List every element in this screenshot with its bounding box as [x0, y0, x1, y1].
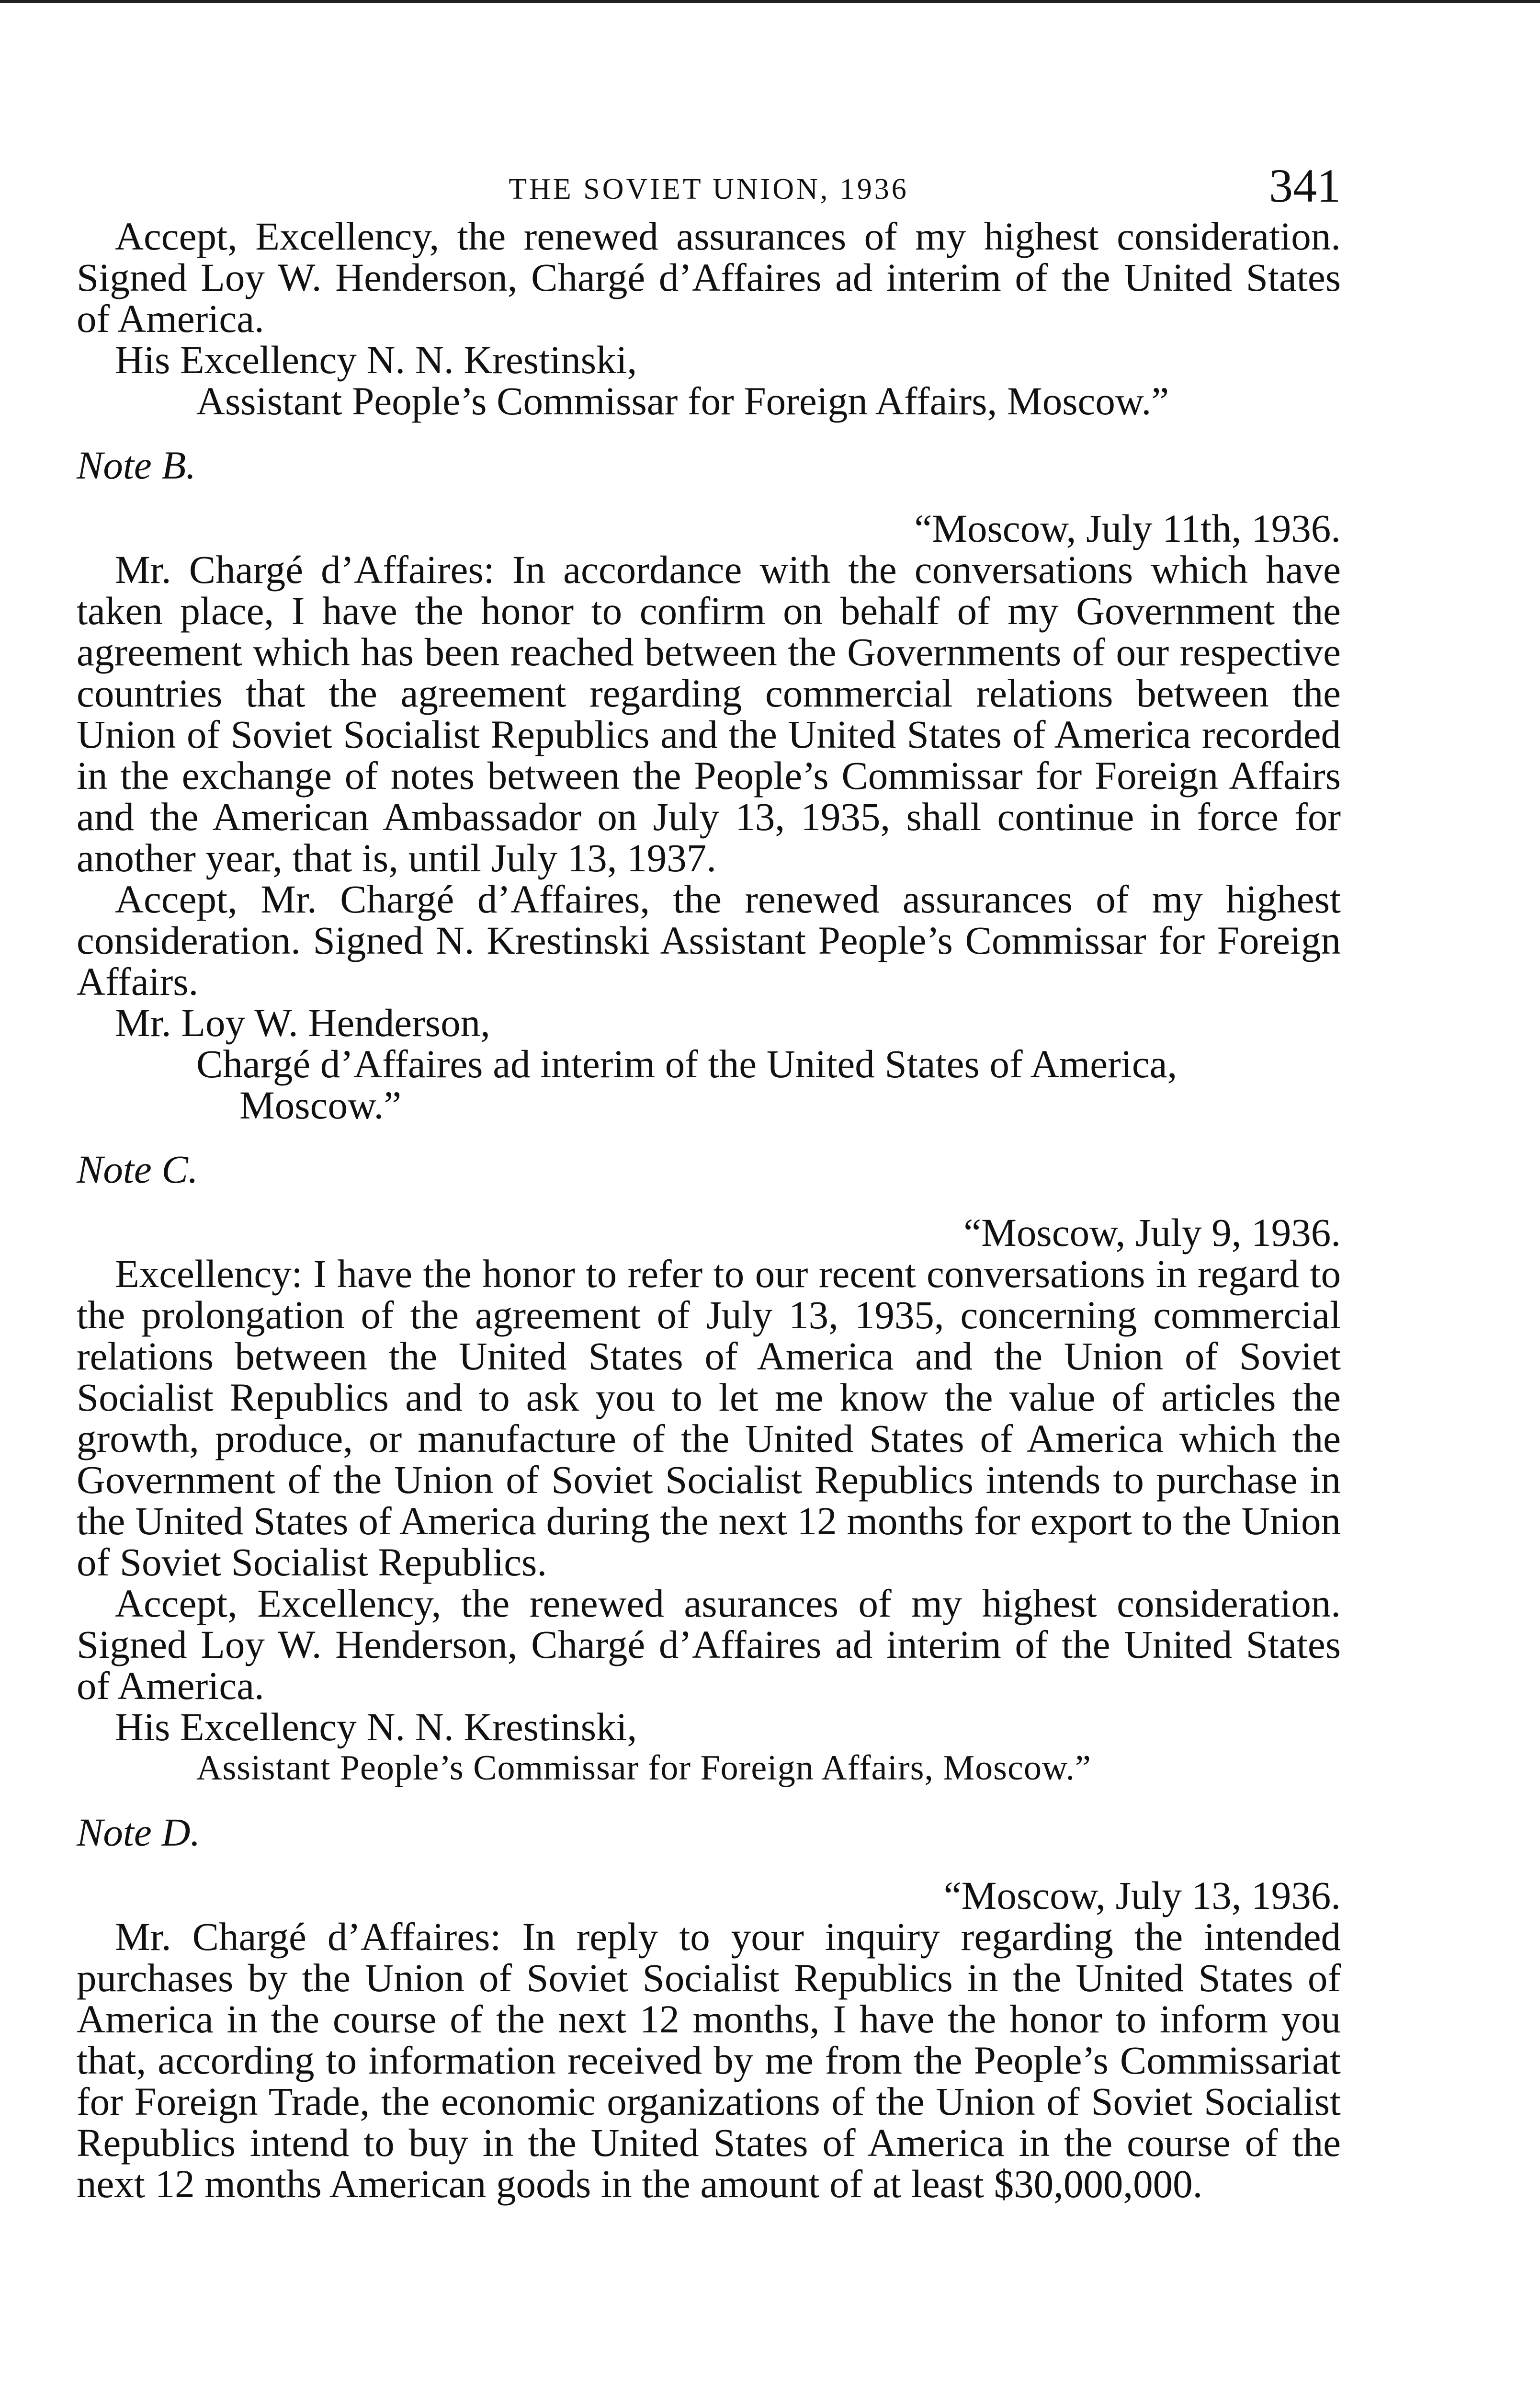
dateline: “Moscow, July 11th, 1936.: [914, 506, 1341, 550]
body-paragraph: Excellency: I have the honor to refer to our recent conversations in regard to the prolongation of the agreement of July 13, 1935, concerning commercial relations between the United States of America and the Union of Soviet Socialist Republics and to ask you to let me know the value of articles the growth, produce, or manufacture of the United States of America which the Government of the Union of Soviet Socialist Republics intends to purchase in the United States of America during the next 12 months for export to the Union of Soviet Socialist Republics.: [77, 1252, 1341, 1584]
note-heading: Note B.: [77, 443, 196, 487]
page-top-rule: [0, 0, 1540, 3]
running-head: [77, 158, 1341, 216]
note-heading: Note D.: [77, 1810, 201, 1854]
note-c: [77, 1149, 1341, 1789]
addressee-title: Assistant People’s Commissar for Foreign Affairs, Moscow.”: [196, 1748, 1091, 1788]
addressee-title: Chargé d’Affaires ad interim of the United States of America,: [196, 1042, 1178, 1086]
page-number: 341: [1269, 159, 1341, 212]
running-title: THE SOVIET UNION, 1936: [509, 173, 909, 205]
note-d: [77, 1812, 1341, 2204]
addressee-city: Moscow.”: [239, 1083, 402, 1127]
closing-paragraph: Accept, Excellency, the renewed asurances of my highest consideration. Signed Loy W. Henderson, Chargé d’Affaires ad interim of the United States of America.: [77, 1581, 1341, 1708]
body-paragraph: Mr. Chargé d’Affaires: In reply to your inquiry regarding the intended purchases by the Union of Soviet Socialist Republics in the United States of America in the course of the next 12 months, I have the honor to inform you that, according to information received by me from the People’s Commissariat for Foreign Trade, the economic organizations of the Union of Soviet Socialist Republics intend to buy in the United States of America in the course of the next 12 months American goods in the amount of at least $30,000,000.: [77, 1915, 1341, 2206]
note-heading: Note C.: [77, 1147, 198, 1191]
closing-paragraph: Accept, Excellency, the renewed assurances of my highest consideration. Signed Loy W. Henderson, Chargé d’Affaires ad interim of the United States of America.: [77, 214, 1341, 341]
note-a-continuation: [77, 216, 1341, 422]
dateline: “Moscow, July 9, 1936.: [963, 1210, 1341, 1255]
closing-paragraph: Accept, Mr. Chargé d’Affaires, the renewed assurances of my highest consideration. Signed N. Krestinski Assistant People’s Commissar for Foreign Affairs.: [77, 877, 1341, 1004]
addressee-title: Assistant People’s Commissar for Foreign Affairs, Moscow.”: [196, 379, 1169, 423]
addressee-name: His Excellency N. N. Krestinski,: [115, 1705, 637, 1749]
body-paragraph: Mr. Chargé d’Affaires: In accordance with the conversations which have taken place, I have the honor to confirm on behalf of my Government the agreement which has been reached between the Governments of our respective countries that the agreement regarding commercial relations between the Union of Soviet Socialist Republics and the United States of America recorded in the exchange of notes between the People’s Commissar for Foreign Affairs and the American Ambassador on July 13, 1935, shall continue in force for another year, that is, until July 13, 1937.: [77, 547, 1341, 880]
document-page: [77, 158, 1341, 2204]
note-b: [77, 445, 1341, 1126]
addressee-name: His Excellency N. N. Krestinski,: [115, 338, 637, 382]
dateline: “Moscow, July 13, 1936.: [943, 1873, 1341, 1917]
addressee-name: Mr. Loy W. Henderson,: [115, 1001, 490, 1045]
